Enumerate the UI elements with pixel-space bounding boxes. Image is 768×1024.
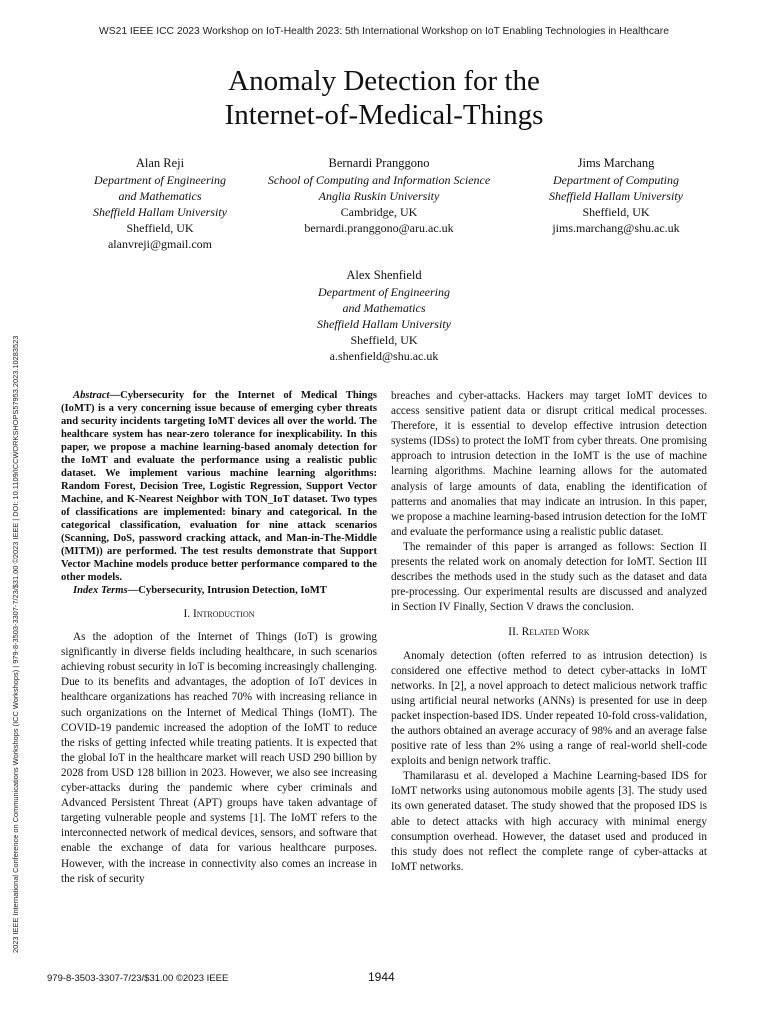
conference-header: WS21 IEEE ICC 2023 Workshop on IoT-Health 2023: 5th International Workshop on IoT Enabling Technologies in Healthcare xyxy=(99,26,669,37)
side-doi-note: 2023 IEEE International Conference on Communications Workshops (ICC Workshops) | 979-8-3503-3307-7/23/$31.00 ©2023 IEEE | DOI: 10.1109/ICCWORKSHOPS57953.2023.10283523 xyxy=(11,335,20,953)
right-column xyxy=(391,389,707,875)
author-block-1 xyxy=(60,155,260,252)
author-affiliation: Department of Engineering xyxy=(94,173,226,187)
author-name: Bernardi Pranggono xyxy=(328,156,430,170)
index-terms-text: —Cybersecurity, Intrusion Detection, IoMT xyxy=(127,585,327,596)
author-affiliation: School of Computing and Information Science xyxy=(267,173,491,187)
author-email: a.shenfield@shu.ac.uk xyxy=(329,349,439,363)
author-name: Alan Reji xyxy=(135,156,185,170)
intro-paragraph-1: As the adoption of the Internet of Things (IoT) is growing significantly in diverse fields including healthcare, in such scenarios achieving robust security in IoT is becoming increasingly challenging. Due to its benefits and advantages, the adoption of IoT devices in healthcare organizations has reached 70% with increasing reliance in such organizations on the Internet of Medical Things (IoMT). The COVID-19 pandemic increased the adoption of the IoMT to reduce the risks of getting infected while treating patients. It is expected that the global IoT in the healthcare market will reach USD 290 billion by 2028 from USD 128 billion in 2023. However, we also see increasing cyber-attacks during the pandemic where cyber criminals and Advanced Persistent Threat (APT) groups have taken advantage of targeting vulnerable people and systems [1]. The IoMT refers to the interconnected network of medical devices, sensors, and software that enable the exchange of data for various healthcare purposes. However, with the increase in connectivity also comes an increase in the risk of security xyxy=(61,631,377,885)
intro-paragraph-3: The remainder of this paper is arranged as follows: Section II presents the related work on anomaly detection for IoMT. Section III describes the methods used in the study such as the dataset and data pre-processing. Our experimental results are discussed and analyzed in Section IV Finally, Section V draws the conclusion. xyxy=(391,540,707,614)
left-column xyxy=(61,389,377,887)
section-heading-introduction: I. Introduction xyxy=(183,608,255,620)
author-affiliation: Sheffield Hallam University xyxy=(549,189,683,203)
author-city: Cambridge, UK xyxy=(340,205,418,219)
author-city: Sheffield, UK xyxy=(582,205,650,219)
author-city: Sheffield, UK xyxy=(350,333,418,347)
author-name: Jims Marchang xyxy=(577,156,655,170)
footer-copyright: 979-8-3503-3307-7/23/$31.00 ©2023 IEEE xyxy=(47,973,229,984)
page-number: 1944 xyxy=(368,970,395,984)
author-email: alanvreji@gmail.com xyxy=(107,237,212,251)
author-affiliation: Sheffield Hallam University xyxy=(317,317,451,331)
section-heading-related-work: II. Related Work xyxy=(508,626,590,639)
author-affiliation: and Mathematics xyxy=(342,301,426,315)
index-terms xyxy=(61,584,377,597)
author-block-2 xyxy=(244,155,514,236)
author-affiliation: Department of Engineering xyxy=(318,285,450,299)
abstract-label: Abstract xyxy=(73,390,110,401)
author-affiliation: Department of Computing xyxy=(553,173,679,187)
intro-paragraph-2: breaches and cyber-attacks. Hackers may target IoMT devices to access sensitive patient data or disrupt critical medical processes. Therefore, it is essential to develop effective intrusion detection systems (IDSs) to protect the IoMT from cyber threats. One promising approach to intrusion detection in the IoMT is the use of machine learning algorithms. Machine learning allows for the automated analysis of large amounts of data, enabling the identification of patterns and anomalies that may indicate an intrusion. In this paper, we propose a machine learning-based intrusion detection for the IoMT and evaluate the performance using a realistic public dataset. xyxy=(391,390,707,538)
author-city: Sheffield, UK xyxy=(126,221,194,235)
abstract-text: —Cybersecurity for the Internet of Medical Things (IoMT) is a very concerning issue because of emerging cyber threats and security incidents targeting IoMT devices all over the world. The healthcare system has near-zero tolerance for inexplicability. In this paper, we propose a machine learning-based anomaly detection for the IoMT and evaluate the performance using a realistic public dataset. We implement various machine learning algorithms: Random Forest, Decision Tree, Logistic Regression, Support Vector Machine, and K-Nearest Neighbor with TON_IoT dataset. Two types of classifications are implemented: binary and categorical. In the categorical classification, evaluation for nine attack scenarios (Scanning, DoS, password cracking attack, and Man-in-The-Middle (MITM)) are performed. The test results demonstrate that Support Vector Machine models produce better performance compared to the other models. xyxy=(61,390,377,583)
index-terms-label: Index Terms xyxy=(73,585,128,596)
author-block-3 xyxy=(516,155,716,236)
author-email: bernardi.pranggono@aru.ac.uk xyxy=(304,221,454,235)
author-affiliation: and Mathematics xyxy=(118,189,202,203)
title-line-2: Internet-of-Medical-Things xyxy=(224,99,544,131)
author-block-4 xyxy=(284,267,484,364)
author-name: Alex Shenfield xyxy=(346,268,422,282)
author-affiliation: Anglia Ruskin University xyxy=(318,189,440,203)
related-work-paragraph-1: Anomaly detection (often referred to as intrusion detection) is considered one effective method to detect cyber-attacks in IoMT networks. In [2], a novel approach to detect malicious network traffic using artificial neural networks (ANNs) is presented for use in deep packet inspection-based IDS. Under repeated 10-fold cross-validation, the authors obtained an average accuracy of 98% and an average false positive rate of less than 2% using a range of real-world shell-code exploits and benign network traffic. xyxy=(391,649,707,768)
abstract xyxy=(61,389,377,584)
author-email: jims.marchang@shu.ac.uk xyxy=(552,221,680,235)
paper-title xyxy=(0,64,768,132)
title-line-1: Anomaly Detection for the xyxy=(228,65,540,97)
related-work-paragraph-2: Thamilarasu et al. developed a Machine Learning-based IDS for IoMT networks using autonomous mobile agents [3]. The study used its own generated dataset. The study showed that the proposed IDS is able to detect attacks with high accuracy with minimal energy consumption overhead. However, the dataset used and produced in this study does not reflect the complete range of cyber-attacks at IoMT networks. xyxy=(391,770,707,873)
author-affiliation: Sheffield Hallam University xyxy=(93,205,227,219)
